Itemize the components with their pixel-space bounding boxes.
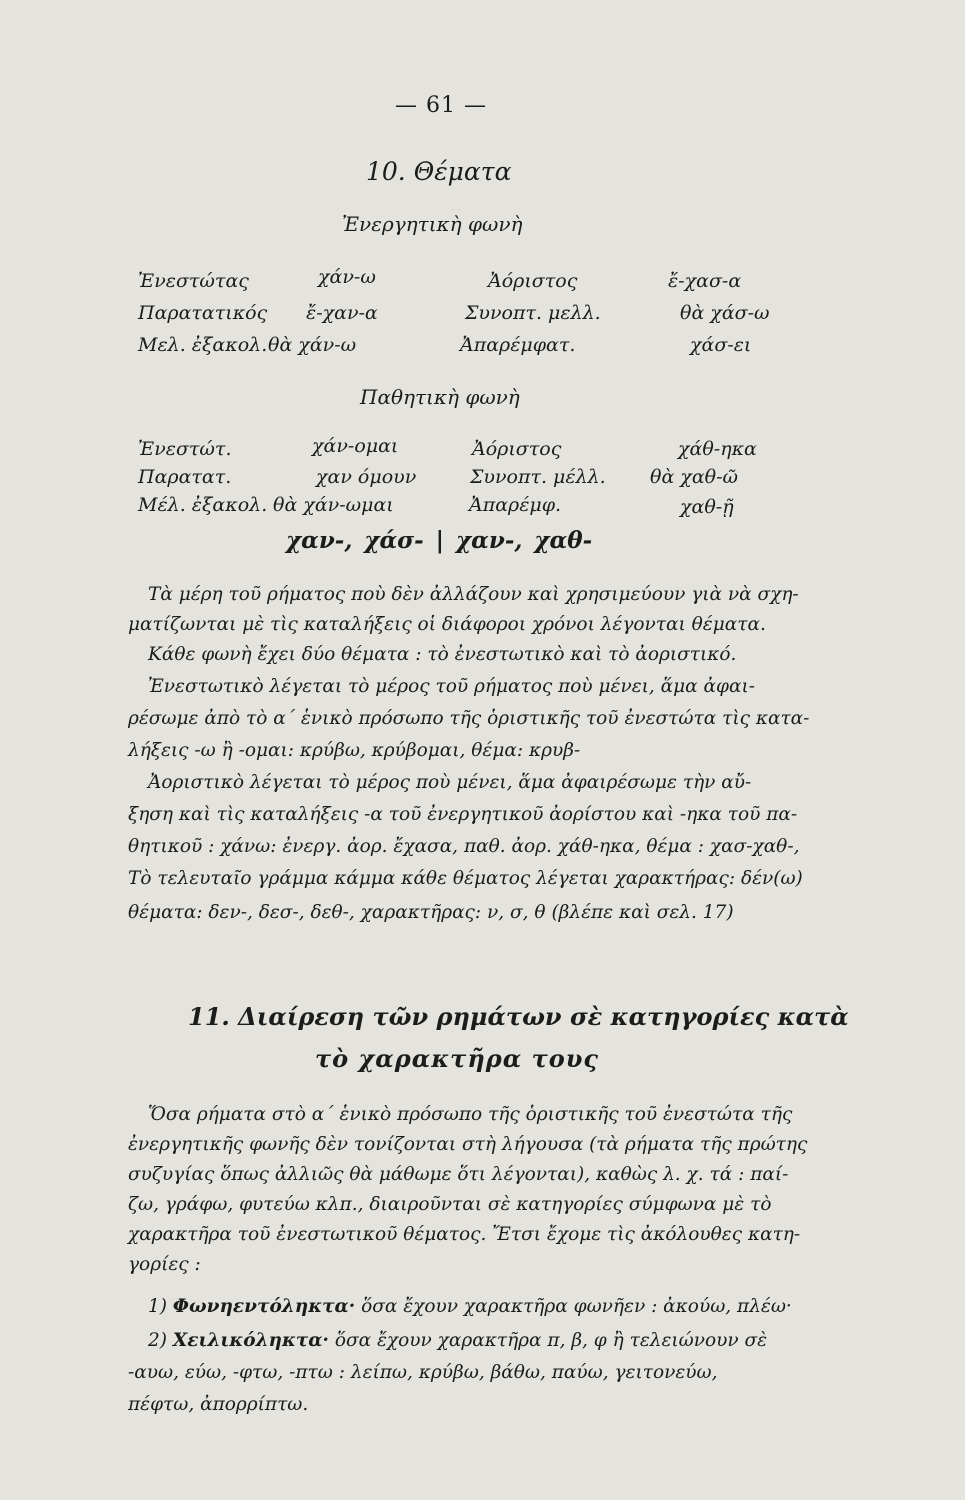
active-tense-form: ἔ-χασ-α (668, 270, 742, 292)
section-11-heading: 11. Διαίρεση τῶν ρημάτων σὲ κατηγορίες κατὰ (188, 1002, 849, 1031)
body-line: Κάθε φωνὴ ἔχει δύο θέματα : τὸ ἐνεστωτικὸ καὶ τὸ ἀοριστικό. (148, 644, 737, 665)
active-tense-label: Ἀπαρέμφατ. (460, 334, 576, 356)
item-number: 1) (148, 1296, 167, 1317)
body-line: Ἐνεστωτικὸ λέγεται τὸ μέρος τοῦ ρήματος ποὺ μένει, ἅμα ἀφαι- (148, 676, 755, 697)
body-line: θητικοῦ : χάνω: ἐνεργ. ἀορ. ἔχασα, παθ. ἀορ. χάθ-ηκα, θέμα : χασ-χαθ-, (128, 836, 800, 857)
body-line: συζυγίας ὅπως ἀλλιῶς θὰ μάθωμε ὅτι λέγονται), καθὼς λ. χ. τά : παί- (128, 1164, 789, 1185)
body-line: χαρακτῆρα τοῦ ἐνεστωτικοῦ θέματος. Ἔτσι ἔχομε τὶς ἀκόλουθες κατη- (128, 1224, 801, 1245)
active-tense-form: θὰ χάν-ω (268, 334, 357, 356)
passive-tense-label: Ἐνεστώτ. (138, 438, 232, 460)
active-tense-label: Μελ. ἐξακολ. (138, 334, 268, 356)
body-line: Ὅσα ρήματα στὸ α΄ ἑνικὸ πρόσωπο τῆς ὁριστικῆς τοῦ ἐνεστώτα τῆς (148, 1104, 793, 1125)
active-tense-form: θὰ χάσ-ω (680, 302, 770, 324)
passive-tense-label: Ἀπαρέμφ. (469, 494, 562, 516)
passive-tense-label: Συνοπτ. μέλλ. (470, 466, 606, 488)
body-line: ρέσωμε ἀπὸ τὸ α΄ ἑνικὸ πρόσωπο τῆς ὁριστικῆς τοῦ ἐνεστώτα τὶς κατα- (128, 708, 810, 729)
active-tense-form: ἔ-χαν-α (306, 302, 378, 324)
item-text: ὅσα ἔχουν χαρακτῆρα φωνῆεν : ἀκούω, πλέω· (355, 1296, 792, 1317)
body-line: ματίζωνται μὲ τὶς καταλήξεις οἱ διάφοροι χρόνοι λέγονται θέματα. (128, 614, 766, 635)
item-text: ὅσα ἔχουν χαρακτῆρα π, β, φ ἢ τελειώνουν σὲ (328, 1330, 768, 1351)
body-line: Τὸ τελευταῖο γράμμα κάμμα κάθε θέματος λέγεται χαρακτήρας: δέν(ω) (128, 868, 803, 889)
passive-tense-form: θὰ χαθ-ῶ (650, 466, 739, 488)
active-tense-form: χάσ-ει (690, 334, 752, 356)
item-term: Φωνηεντόληκτα· (172, 1296, 356, 1317)
body-line: ζω, γράφω, φυτεύω κλπ., διαιροῦνται σὲ κατηγορίες σύμφωνα μὲ τὸ (128, 1194, 772, 1215)
body-line: Τὰ μέρη τοῦ ρήματος ποὺ δὲν ἀλλάζουν καὶ χρησιμεύουν γιὰ νὰ σχη- (148, 584, 799, 605)
passive-tense-form: χάθ-ηκα (678, 438, 757, 460)
body-line: Ἀοριστικὸ λέγεται τὸ μέρος ποὺ μένει, ἅμα ἀφαιρέσωμε τὴν αὔ- (148, 772, 752, 793)
item-term: Χειλικόληκτα· (172, 1330, 329, 1351)
active-tense-form: χάν-ω (318, 266, 376, 288)
body-line: θέματα: δεν-, δεσ-, δεθ-, χαρακτῆρας: ν, σ, θ (βλέπε καὶ σελ. 17) (128, 902, 734, 923)
active-tense-label: Παρατατικός (138, 302, 268, 324)
body-line: λήξεις -ω ἢ -ομαι: κρύβω, κρύβομαι, θέμα: κρυβ- (128, 740, 581, 761)
passive-tense-label: Παρατατ. (138, 466, 232, 488)
passive-tense-label: Ἀόριστος (472, 438, 562, 460)
body-line: ἐνεργητικῆς φωνῆς δὲν τονίζονται στὴ λήγουσα (τὰ ρήματα τῆς πρώτης (128, 1134, 808, 1155)
passive-tense-label: Μέλ. ἐξακολ. (138, 494, 268, 516)
section-11-heading-continued: τὸ χαρακτῆρα τους (315, 1044, 599, 1073)
passive-tense-form: χαν όμουν (316, 466, 417, 488)
active-tense-label: Συνοπτ. μελλ. (465, 302, 601, 324)
page-number: — 61 — (395, 93, 487, 118)
category-item (148, 1296, 792, 1317)
passive-tense-form: θὰ χάν-ωμαι (273, 494, 394, 516)
section-10-heading: 10. Θέματα (366, 157, 512, 186)
active-tense-label: Ἐνεστώτας (138, 270, 249, 292)
passive-voice-title: Παθητικὴ φωνὴ (360, 385, 520, 409)
stems-summary: χαν-, χάσ- | χαν-, χαθ- (286, 527, 593, 554)
body-line: ξηση καὶ τὶς καταλήξεις -α τοῦ ἐνεργητικοῦ ἀορίστου καὶ -ηκα τοῦ πα- (128, 804, 798, 825)
active-voice-title: Ἐνεργητικὴ φωνὴ (342, 212, 523, 236)
item-number: 2) (148, 1330, 167, 1351)
body-line: γορίες : (128, 1254, 201, 1275)
active-tense-label: Ἀόριστος (488, 270, 578, 292)
body-line: -αυω, εύω, -φτω, -πτω : λείπω, κρύβω, βάθω, παύω, γειτονεύω, (128, 1362, 718, 1383)
passive-tense-form: χαθ-ῇ (680, 496, 734, 518)
body-line: πέφτω, ἀπορρίπτω. (128, 1394, 309, 1415)
category-item (148, 1330, 767, 1351)
passive-tense-form: χάν-ομαι (312, 435, 399, 457)
